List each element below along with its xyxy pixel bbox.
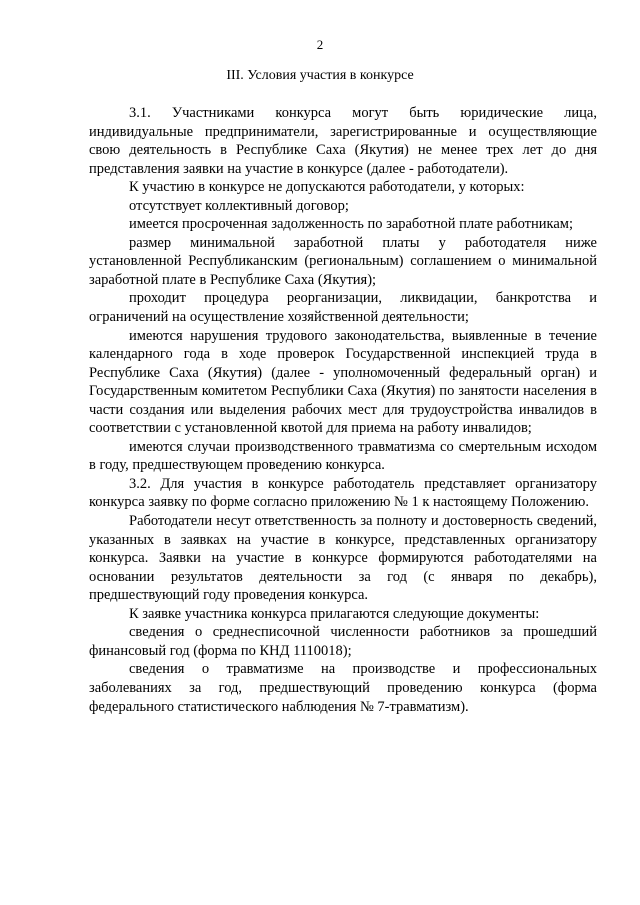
paragraph: К заявке участника конкурса прилагаются следующие документы: — [129, 605, 540, 622]
paragraph: 3.1. Участниками конкурса могут быть юридические лица, индивидуальные предприниматели, зарегистрированные и осуществляющие свою деятельность в Республике Саха (Якутия) не менее трех лет до дня представления заявки на участие в конкурсе (далее - работодатели). — [89, 105, 597, 177]
section-title: III. Условия участия в конкурсе — [226, 68, 414, 83]
paragraph: сведения о среднесписочной численности работников за прошедший финансовый год (форма по КНД 1110018); — [89, 624, 597, 659]
paragraph: сведения о травматизме на производстве и профессиональных заболеваниях за год, предшествующий проведению конкурса (форма федерального статистического наблюдения № 7-травматизм). — [89, 661, 597, 715]
paragraph: 3.2. Для участия в конкурсе работодатель представляет организатору конкурса заявку по форме согласно приложению № 1 к настоящему Положению. — [89, 475, 597, 511]
paragraph: К участию в конкурсе не допускаются работодатели, у которых: — [129, 179, 525, 196]
document-body — [89, 104, 597, 716]
paragraph: Работодатели несут ответственность за полноту и достоверность сведений, указанных в заявках на участие в конкурсе, представленных организатору конкурса. Заявки на участие в конкурсе формируются работодателями на основании результатов деятельности за год (с января по декабрь), предшествующий году проведения конкурса. — [89, 513, 597, 604]
paragraph: проходит процедура реорганизации, ликвидации, банкротства и ограничений на осуществление хозяйственной деятельности; — [89, 290, 597, 326]
page-number: 2 — [316, 37, 324, 52]
paragraph: отсутствует коллективный договор; — [129, 197, 349, 214]
paragraph: имеются случаи производственного травматизма со смертельным исходом в году, предшествующем проведению конкурса. — [89, 438, 597, 474]
paragraph: имеется просроченная задолженность по заработной плате работникам; — [129, 216, 573, 233]
paragraph: имеются нарушения трудового законодательства, выявленные в течение календарного года в ходе проверок Государственной инспекцией труда в Республике Саха (Якутия) (далее - уполномоченный федеральный орган) и Государственным комитетом Республики Саха (Якутия) по занятости населения в части создания или выделения рабочих мест для трудоустройства инвалидов в соответствии с установленной квотой для приема на работу инвалидов; — [89, 327, 597, 437]
paragraph: размер минимальной заработной платы у работодателя ниже установленной Республиканским (региональным) соглашением о минимальной заработной плате в Республике Саха (Якутия); — [89, 234, 597, 288]
